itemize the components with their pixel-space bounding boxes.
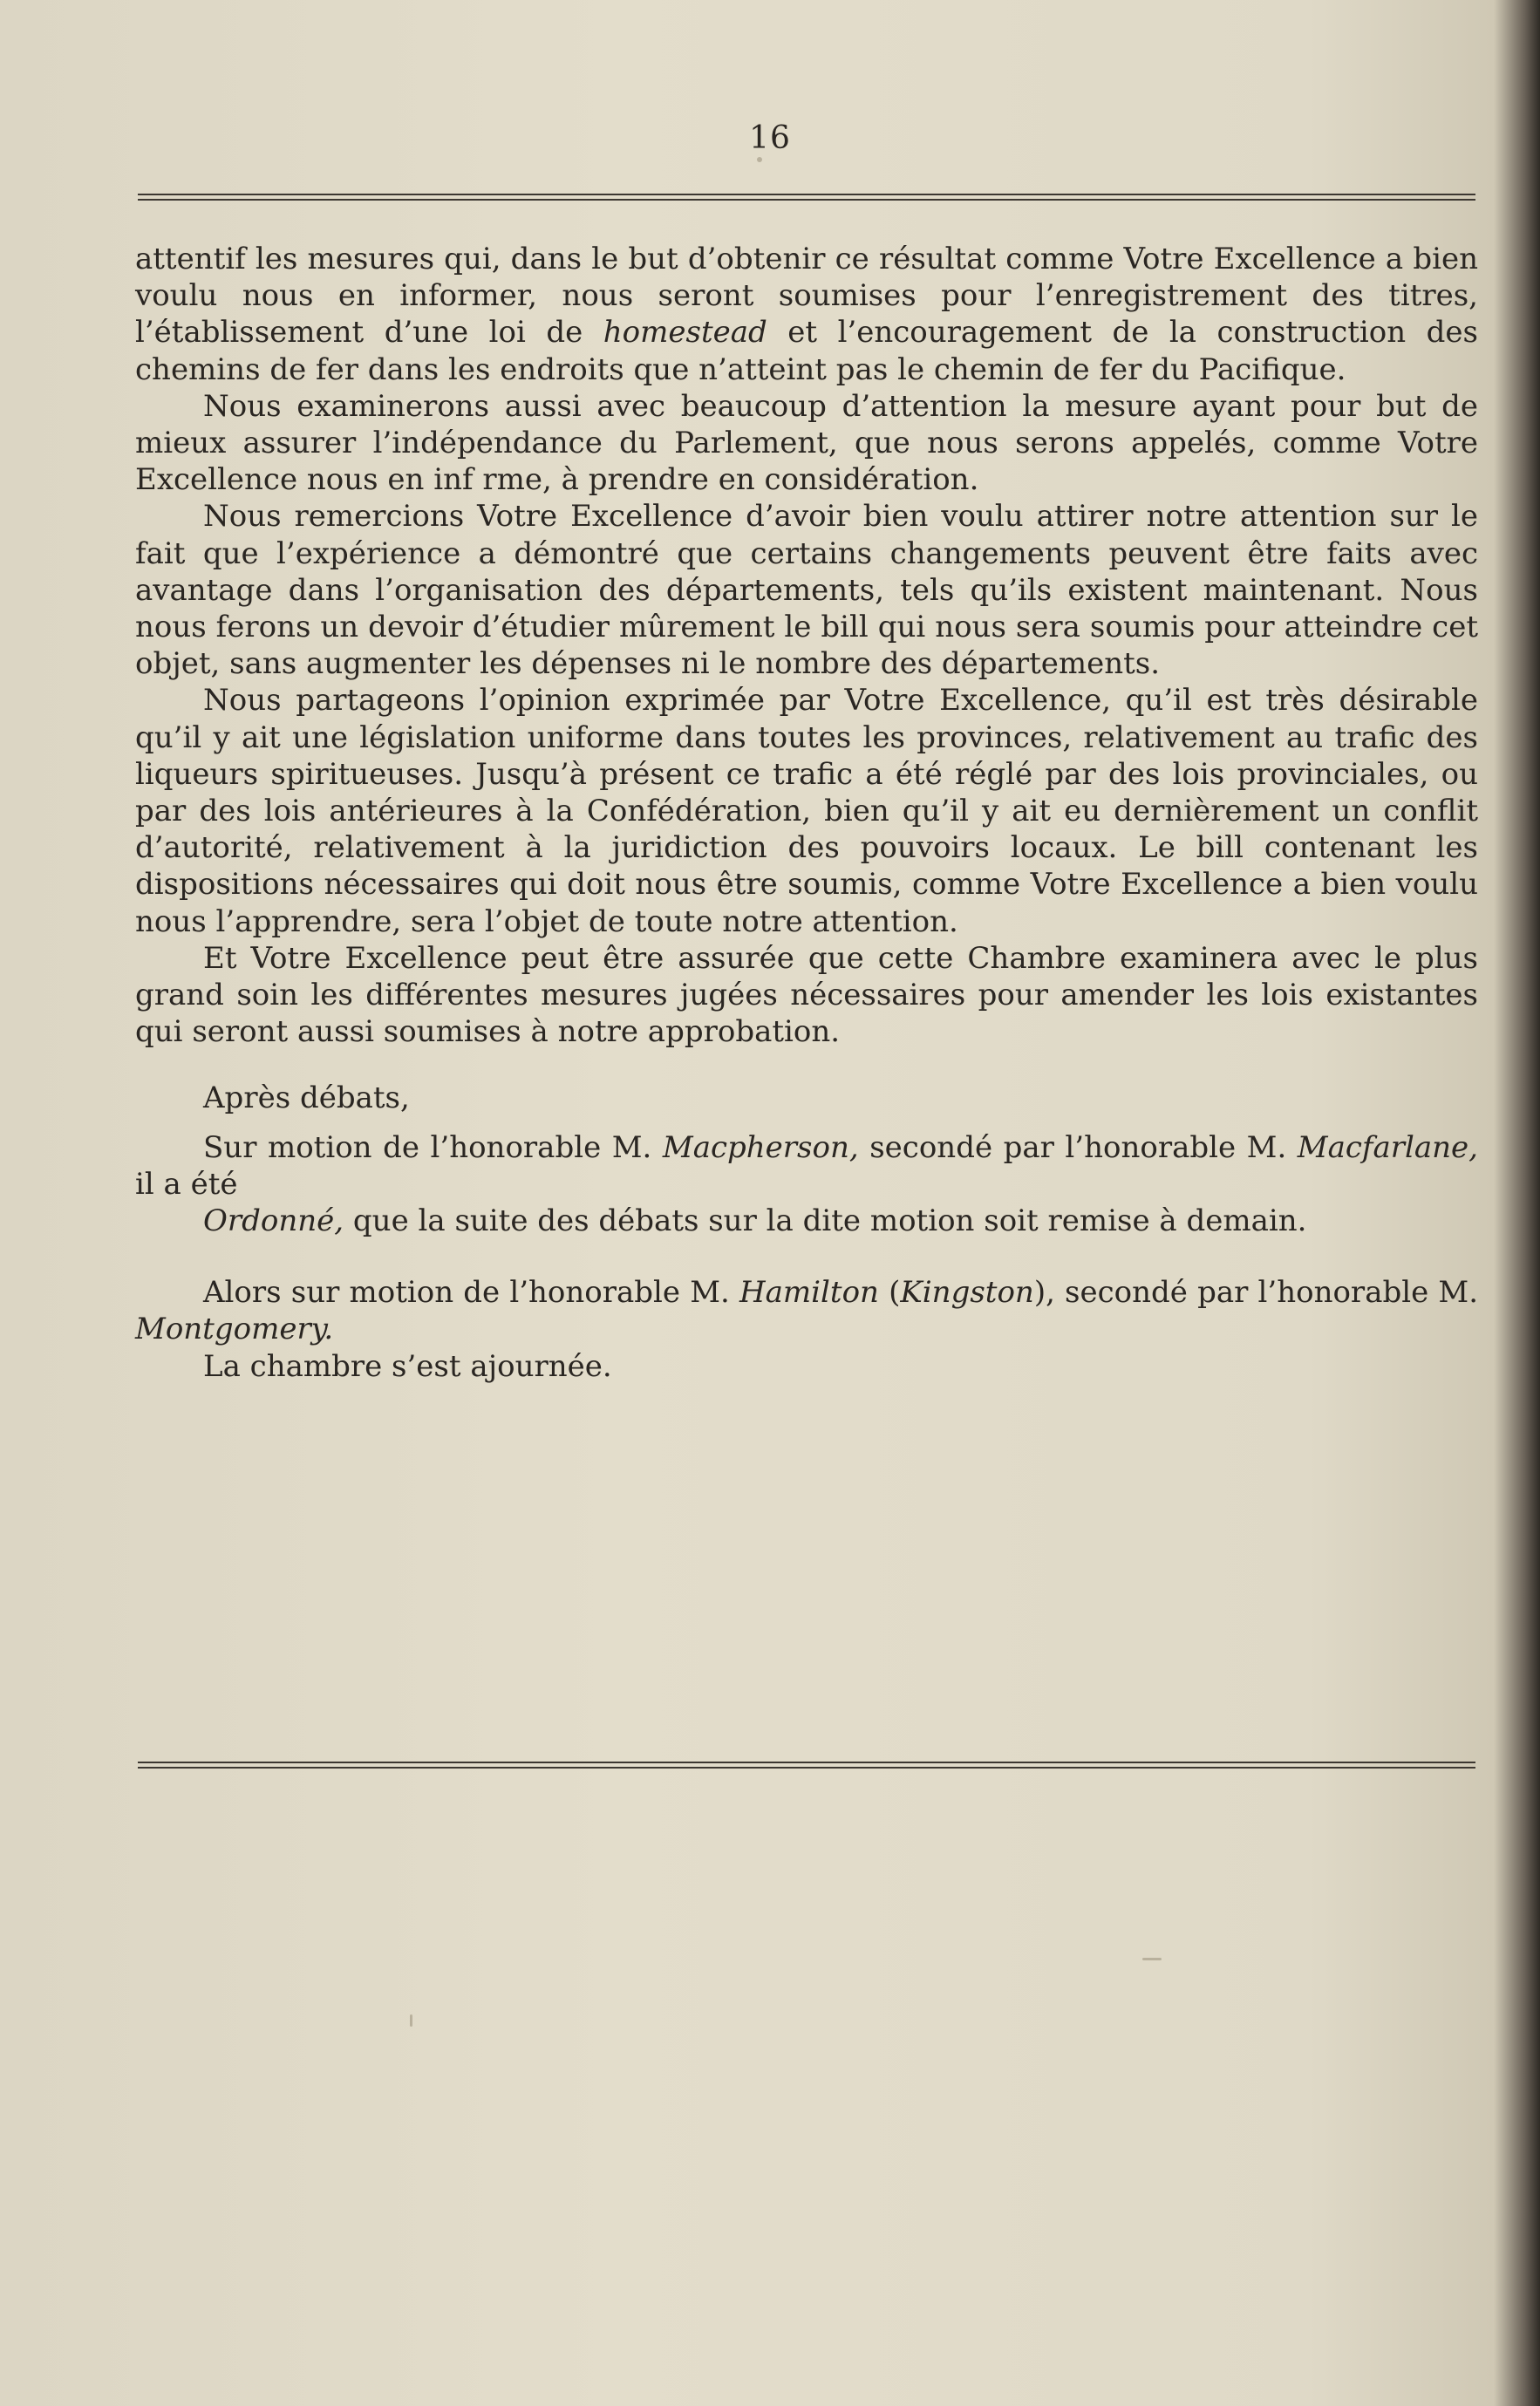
document-body xyxy=(135,241,1478,1385)
italic-name: Ordonné, xyxy=(203,1203,344,1239)
spacer xyxy=(135,1050,1478,1080)
paragraph-5 xyxy=(135,940,1478,1051)
paragraph-3 xyxy=(135,498,1478,682)
text-run: Sur motion de l’honorable M. xyxy=(203,1129,663,1165)
motion-macpherson xyxy=(135,1129,1478,1203)
text-run: il a été xyxy=(135,1166,238,1202)
italic-name: Hamilton xyxy=(739,1275,879,1311)
paper-speck xyxy=(1142,1958,1162,1960)
text-run: Nous partageons l’opinion exprimée par Votre Excellence, qu’il est très désirable qu’il y ait une législation uniforme dans toutes les provinces, relativement au trafic des liqueurs spiritueuses. Jusqu’à présent ce trafic a été réglé par des lois provinciales, ou par des lois antérieures à la Confédération, bien qu’il y ait eu dernièrement un conflit d’autorité, relativement à la juridiction des pouvoirs locaux. Le bill contenant les dispositions nécessaires qui doit nous être soumis, comme Votre Excellence a bien voulu nous l’apprendre, sera l’objet de toute notre attention. xyxy=(135,683,1478,939)
text-run: que la suite des débats sur la dite motion soit remise à demain. xyxy=(344,1203,1307,1239)
ordonne-line xyxy=(135,1203,1478,1239)
italic-name: homestead xyxy=(603,315,767,351)
paper-speck xyxy=(410,2014,412,2027)
closing-line: La chambre s’est ajournée. xyxy=(203,1348,612,1384)
italic-name: Montgomery. xyxy=(135,1312,334,1347)
text-run: et l’encouragement de la construction des chemins de fer dans les endroits que n’atteint pas le chemin de fer du Pacifique. xyxy=(135,315,1478,387)
text-run: Nous remercions Votre Excellence d’avoir bien voulu attirer notre attention sur le fait que l’expérience a démontré que certains changements peuvent être faits avec avantage dans l’organisation des départements, tels qu’ils existent maintenant. Nous nous ferons un devoir d’étudier mûrement le bill qui nous sera soumis pour atteindre cet objet, sans augmenter les dépenses ni le nombre des départements. xyxy=(135,499,1478,682)
italic-name: Kingston xyxy=(900,1275,1034,1311)
text-run: secondé par l’honorable M. xyxy=(858,1129,1298,1165)
text-run: Nous examinerons aussi avec beaucoup d’attention la mesure ayant pour but de mieux assurer l’indépendance du Parlement, que nous serons appelés, comme Votre Excellence nous en inf rme, à prendre en considération. xyxy=(135,388,1478,498)
top-rule xyxy=(138,194,1475,195)
text-run: attentif les mesures qui, dans le but d’obtenir ce résultat comme Votre Excellence a bien voulu nous en informer, nous seront soumises pour l’enregistrement des titres, l’établissement d’une loi de xyxy=(135,242,1478,351)
spacer xyxy=(135,1117,1478,1129)
paragraph-1 xyxy=(135,241,1478,388)
text-run: ), secondé par l’honorable M. xyxy=(1033,1275,1479,1311)
apres-debats: Après débats, xyxy=(203,1080,410,1116)
text-run: ( xyxy=(878,1275,901,1311)
motion-hamilton xyxy=(135,1274,1478,1347)
bottom-rule xyxy=(138,1762,1475,1763)
paragraph-4 xyxy=(135,682,1478,939)
spacer xyxy=(135,1239,1478,1274)
paper-speck xyxy=(757,157,762,162)
italic-name: Macpherson, xyxy=(662,1129,859,1165)
page-number: 16 xyxy=(749,120,791,156)
text-run: Alors sur motion de l’honorable M. xyxy=(203,1275,739,1311)
paragraph-2 xyxy=(135,388,1478,499)
italic-name: Macfarlane, xyxy=(1297,1129,1478,1165)
text-run: Et Votre Excellence peut être assurée que cette Chambre examinera avec le plus grand soin les différentes mesures jugées nécessaires pour amender les lois existantes qui seront aussi soumises à notre approbation. xyxy=(135,940,1478,1050)
